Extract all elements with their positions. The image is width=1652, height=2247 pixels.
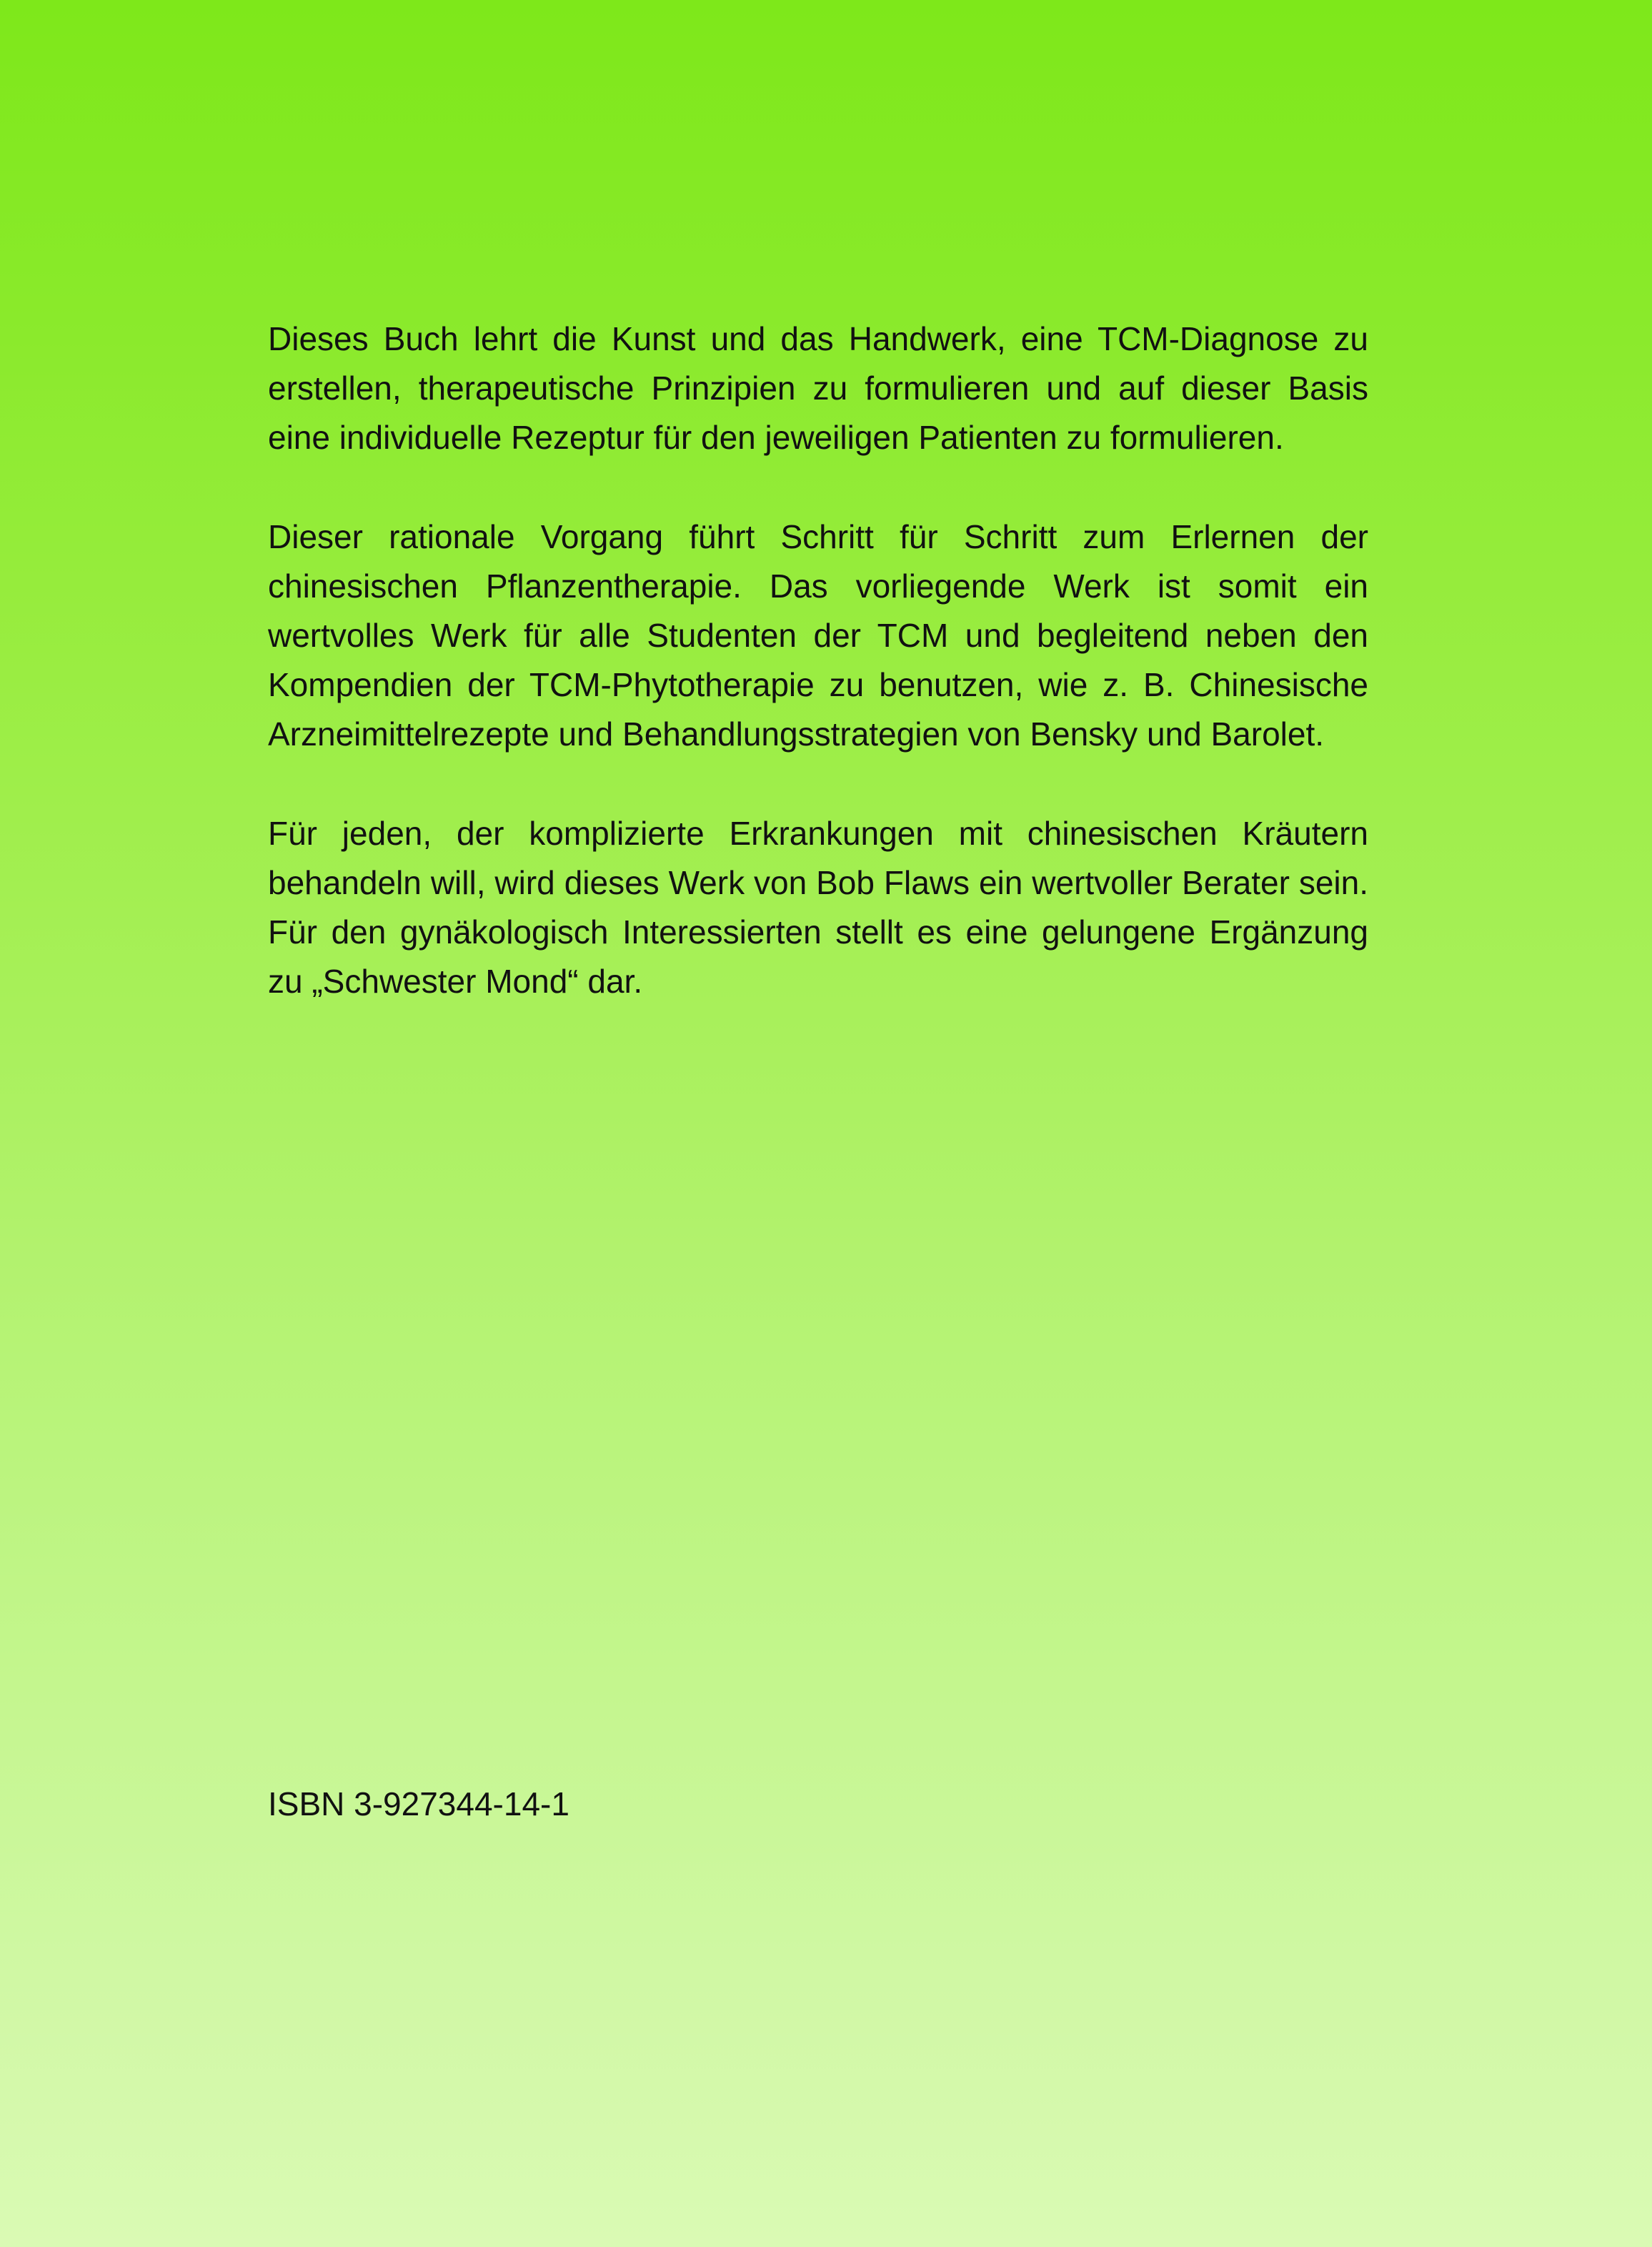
blurb-paragraph-1: Dieses Buch lehrt die Kunst und das Handwerk, eine TCM-Diagnose zu erstellen, therapeutische Prinzipien zu formulieren und auf dieser Basis eine individuelle Rezeptur für den jeweiligen Patienten zu formulieren. (268, 320, 1368, 456)
blurb-paragraph-2: Dieser rationale Vorgang führt Schritt für Schritt zum Erlernen der chinesischen Pflanzentherapie. Das vorliegende Werk ist somit ein wertvolles Werk für alle Studenten der TCM und begleitend neben den Kompendien der TCM-Phytotherapie zu benutzen, wie z. B. Chinesische Arzneimittelrezepte und Behandlungsstrategien von Bensky und Barolet. (268, 518, 1368, 753)
blurb-text (268, 314, 1368, 1056)
isbn-number: ISBN 3-927344-14-1 (268, 1785, 569, 1822)
blurb-paragraph-3: Für jeden, der komplizierte Erkrankungen mit chinesischen Kräutern behandeln will, wird dieses Werk von Bob Flaws ein wertvoller Berater sein. Für den gynäkologisch Interessierten stellt es eine gelungene Ergänzung zu „Schwester Mond“ dar. (268, 815, 1368, 1000)
